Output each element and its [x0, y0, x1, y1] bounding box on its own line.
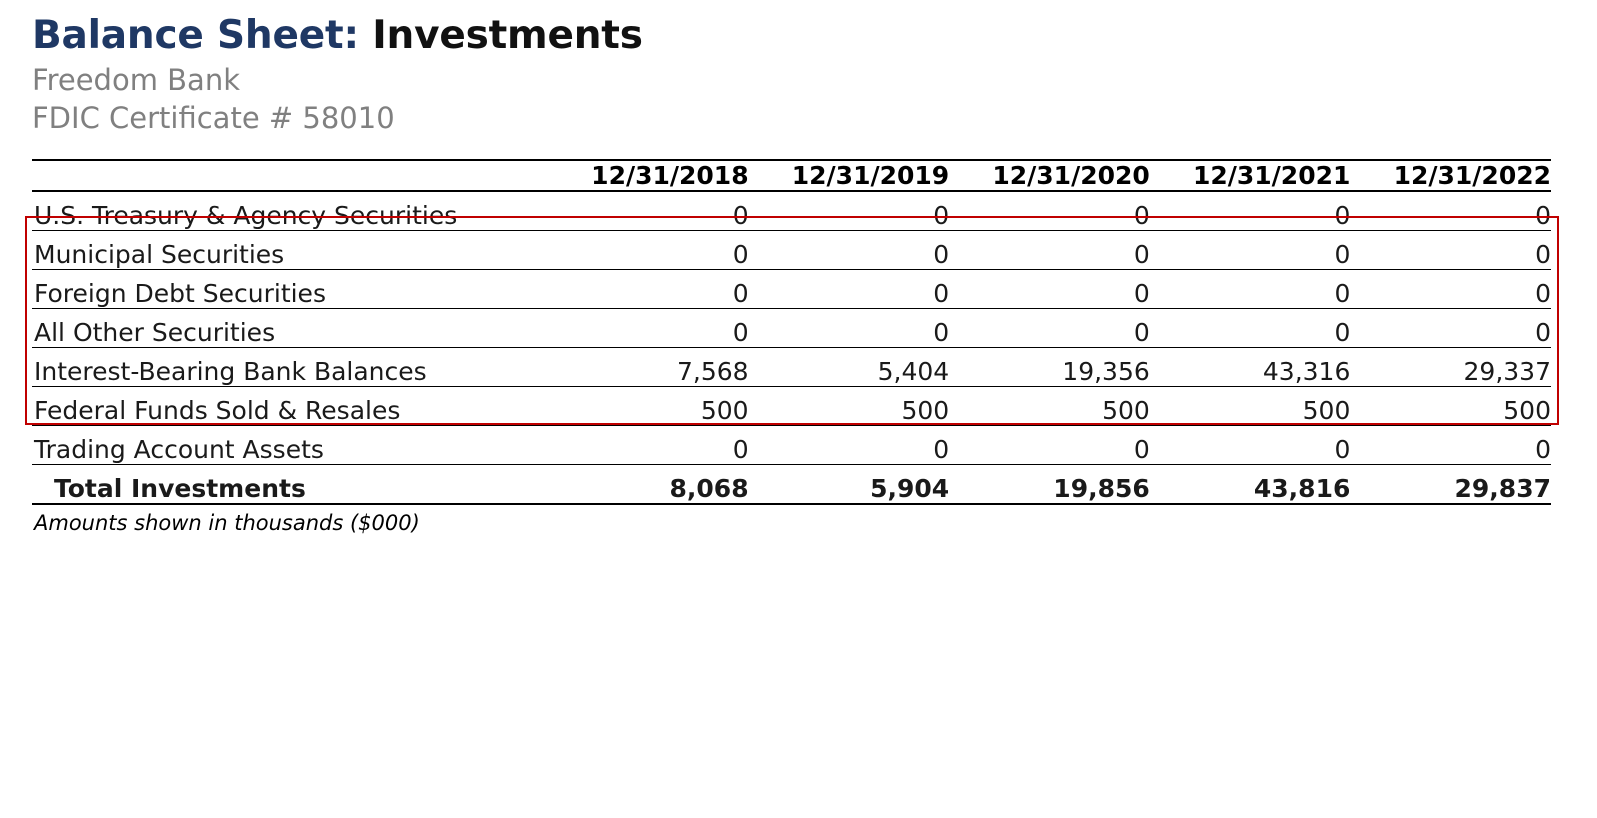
row-value: 500	[548, 387, 749, 426]
row-value: 0	[548, 270, 749, 309]
amounts-footnote: Amounts shown in thousands ($000)	[34, 511, 420, 536]
row-label: All Other Securities	[32, 309, 548, 348]
row-label: Federal Funds Sold & Resales	[32, 387, 548, 426]
row-value: 0	[548, 309, 749, 348]
table-row	[32, 231, 1551, 270]
row-value: 500	[1150, 387, 1351, 426]
row-label: Interest-Bearing Bank Balances	[32, 348, 548, 387]
row-value: 0	[1350, 426, 1551, 465]
row-value: 7,568	[548, 348, 749, 387]
total-value: 5,904	[749, 465, 950, 505]
row-value: 500	[949, 387, 1150, 426]
total-value: 19,856	[949, 465, 1150, 505]
row-value: 0	[949, 270, 1150, 309]
row-label: U.S. Treasury & Agency Securities	[32, 191, 548, 231]
row-value: 0	[749, 426, 950, 465]
table-total-row	[32, 465, 1551, 505]
table-row	[32, 191, 1551, 231]
row-value: 0	[1350, 270, 1551, 309]
total-value: 43,816	[1150, 465, 1351, 505]
column-header-2022: 12/31/2022	[1350, 160, 1551, 191]
row-value: 0	[949, 231, 1150, 270]
total-value: 8,068	[548, 465, 749, 505]
row-value: 0	[1350, 309, 1551, 348]
page-title-prefix: Balance Sheet:	[32, 13, 359, 58]
row-value: 0	[548, 191, 749, 231]
column-header-2021: 12/31/2021	[1150, 160, 1351, 191]
table-row	[32, 309, 1551, 348]
column-header-2019: 12/31/2019	[749, 160, 950, 191]
row-value: 0	[1150, 426, 1351, 465]
row-value: 29,337	[1350, 348, 1551, 387]
row-value: 0	[1350, 231, 1551, 270]
row-label: Foreign Debt Securities	[32, 270, 548, 309]
row-value: 0	[1150, 231, 1351, 270]
row-value: 500	[749, 387, 950, 426]
row-value: 0	[1150, 191, 1351, 231]
row-value: 0	[949, 191, 1150, 231]
table-header-row	[32, 160, 1551, 191]
institution-name: Freedom Bank	[32, 62, 240, 97]
row-value: 0	[749, 270, 950, 309]
row-value: 0	[949, 309, 1150, 348]
financial-table-wrapper	[32, 159, 1551, 535]
row-value: 0	[1350, 191, 1551, 231]
row-value: 0	[749, 191, 950, 231]
table-row	[32, 426, 1551, 465]
fdic-certificate: FDIC Certificate # 58010	[32, 101, 395, 136]
row-value: 0	[548, 426, 749, 465]
row-value: 19,356	[949, 348, 1150, 387]
row-value: 0	[1150, 309, 1351, 348]
row-value: 0	[949, 426, 1150, 465]
row-value: 43,316	[1150, 348, 1351, 387]
total-label: Total Investments	[32, 465, 548, 505]
total-value: 29,837	[1350, 465, 1551, 505]
row-value: 0	[749, 309, 950, 348]
row-value: 500	[1350, 387, 1551, 426]
row-label: Trading Account Assets	[32, 426, 548, 465]
table-row	[32, 270, 1551, 309]
column-header-2018: 12/31/2018	[548, 160, 749, 191]
investments-table	[32, 159, 1551, 505]
table-row	[32, 387, 1551, 426]
page-title	[32, 14, 1551, 59]
row-value: 5,404	[749, 348, 950, 387]
row-value: 0	[1150, 270, 1351, 309]
row-value: 0	[548, 231, 749, 270]
column-header-2020: 12/31/2020	[949, 160, 1150, 191]
table-row	[32, 348, 1551, 387]
column-header-label	[32, 160, 548, 191]
page-title-main: Investments	[372, 13, 643, 58]
row-value: 0	[749, 231, 950, 270]
row-label: Municipal Securities	[32, 231, 548, 270]
